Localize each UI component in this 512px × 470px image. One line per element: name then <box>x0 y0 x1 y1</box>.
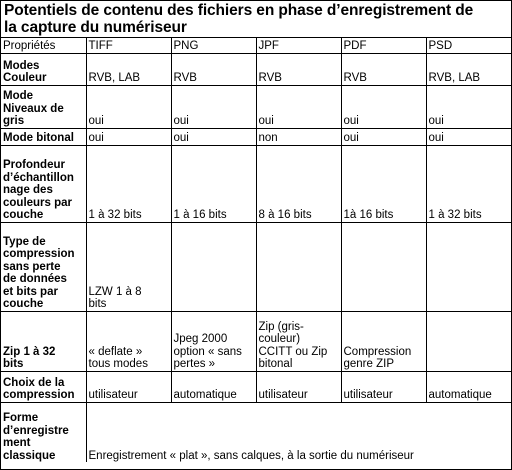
table-cell: non <box>256 128 341 145</box>
row-label: Mode Niveaux de gris <box>1 85 86 128</box>
row-label: Profondeur d’échantillon nage des couleurs par couche <box>1 145 86 222</box>
table-cell: Jpeg 2000 option « sans pertes » <box>171 311 256 371</box>
table-cell: oui <box>171 128 256 145</box>
table-cell: RVB, LAB <box>426 53 511 85</box>
table-row <box>1 53 511 85</box>
table-cell <box>256 222 341 311</box>
merged-cell: Enregistrement « plat », sans calques, à la sortie du numériseur <box>86 402 511 462</box>
row-label: Type de compression sans perte de données et bits par couche <box>1 222 86 311</box>
header-cell: JPF <box>256 38 341 53</box>
table-cell: utilisateur <box>341 371 426 402</box>
table-cell: oui <box>426 85 511 128</box>
table-cell: 1à 16 bits <box>341 145 426 222</box>
properties-table <box>1 38 511 462</box>
header-cell: PDF <box>341 38 426 53</box>
table-cell: 8 à 16 bits <box>256 145 341 222</box>
table-cell: 1 à 32 bits <box>86 145 171 222</box>
table-cell: « deflate » tous modes <box>86 311 171 371</box>
table-row <box>1 85 511 128</box>
table-cell: oui <box>341 85 426 128</box>
header-cell: TIFF <box>86 38 171 53</box>
table-cell: utilisateur <box>86 371 171 402</box>
table-cell <box>426 311 511 371</box>
row-label: Choix de la compression <box>1 371 86 402</box>
table-cell: oui <box>341 128 426 145</box>
row-label: Forme d’enregistre ment classique <box>1 402 86 462</box>
table-cell: 1 à 16 bits <box>171 145 256 222</box>
table-cell <box>426 222 511 311</box>
table-cell: automatique <box>171 371 256 402</box>
header-row <box>1 38 511 53</box>
table-cell: oui <box>256 85 341 128</box>
table-cell <box>171 222 256 311</box>
table-row <box>1 311 511 371</box>
table-row <box>1 402 511 462</box>
document-title: Potentiels de contenu des fichiers en phase d’enregistrement de la capture du numériseur <box>1 1 511 38</box>
table-cell: LZW 1 à 8 bits <box>86 222 171 311</box>
table-row <box>1 371 511 402</box>
row-label: Zip 1 à 32 bits <box>1 311 86 371</box>
row-label: Mode bitonal <box>1 128 86 145</box>
table-cell: RVB <box>171 53 256 85</box>
table-cell <box>341 222 426 311</box>
table-cell: automatique <box>426 371 511 402</box>
table-cell: oui <box>86 85 171 128</box>
table-cell: oui <box>86 128 171 145</box>
table-cell: utilisateur <box>256 371 341 402</box>
table-cell: RVB <box>341 53 426 85</box>
table-cell: 1 à 32 bits <box>426 145 511 222</box>
row-label: Modes Couleur <box>1 53 86 85</box>
table-cell: oui <box>171 85 256 128</box>
table-row <box>1 145 511 222</box>
table-cell: RVB <box>256 53 341 85</box>
table-row <box>1 128 511 145</box>
table-cell: Compression genre ZIP <box>341 311 426 371</box>
header-cell: PNG <box>171 38 256 53</box>
table-cell: oui <box>426 128 511 145</box>
table-cell: RVB, LAB <box>86 53 171 85</box>
header-cell: Propriétés <box>1 38 86 53</box>
header-cell: PSD <box>426 38 511 53</box>
table-row <box>1 222 511 311</box>
table-cell: Zip (gris- couleur) CCITT ou Zip bitonal <box>256 311 341 371</box>
